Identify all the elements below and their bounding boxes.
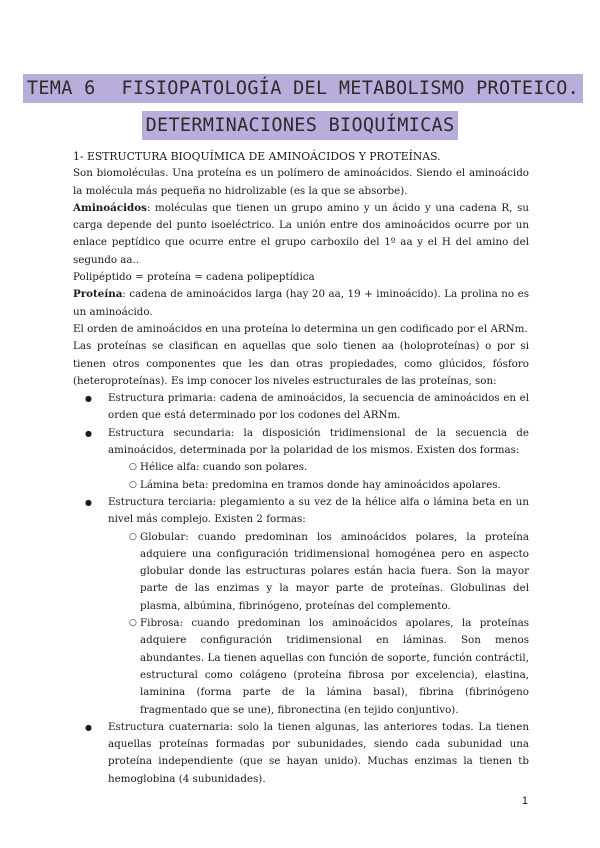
- aminoacidos-paragraph: [73, 200, 529, 269]
- section-heading: 1- ESTRUCTURA BIOQUÍMICA DE AMINOÁCIDOS Y PROTEÍNAS.: [73, 150, 441, 163]
- sublist-item-fibrosa: [73, 615, 529, 719]
- intro-paragraph: Son biomoléculas. Una proteína es un polímero de aminoácidos. Siendo el aminoácido la molécula más pequeña no hidrolizable (es la que se absorbe).: [73, 167, 529, 197]
- document-body: [73, 148, 529, 788]
- proteina-paragraph: [73, 286, 529, 321]
- list-item-secundaria: [73, 425, 529, 460]
- list-item-terciaria: [73, 494, 529, 529]
- document-title: [0, 74, 600, 140]
- cuaternaria-text: ● Estructura cuaternaria: solo la tienen algunas, las anteriores todas. La tienen aquellas proteínas formadas por subunidades, siendo cada subunidad una proteína independiente (que se hayan unido). Muchas enzimas la tienen tb hemoglobina (4 subunidades).: [108, 720, 529, 785]
- levels-list: [73, 390, 529, 788]
- sublist-item-lamina: [73, 477, 529, 494]
- orden-paragraph: El orden de aminoácidos en una proteína lo determina un gen codificado por el ARNm.: [73, 322, 528, 335]
- list-item-primaria: [73, 390, 529, 425]
- fibrosa-text: ○ Fibrosa: cuando predominan los aminoácidos apolares, la proteínas adquiere configuración tridimensional en láminas. Son menos abundantes. La tienen aquellas con función de soporte, función contráctil, estructural como colágeno (proteína fibrosa por excelencia), elastina, laminina (forma parte de la lámina basal), fibrina (fibrinógeno fragmentado que se une), fibronectina (en tejido conjuntivo).: [140, 617, 529, 716]
- polipeptido-line: Polipéptido = proteína = cadena polipeptídica: [73, 271, 315, 284]
- page-number: 1: [521, 795, 528, 807]
- proteina-text: : cadena de aminoácidos larga (hay 20 aa, 19 + iminoácido). La prolina no es un aminoácido.: [73, 288, 529, 318]
- aminoacidos-text: : moléculas que tienen un grupo amino y un ácido y una cadena R, su carga depende del punto isoeléctrico. La unión entre dos aminoácidos ocurre por un enlace peptídico que ocurre entre el grupo carboxilo del 1º aa y el H del amino del segundo aa..: [73, 201, 529, 266]
- tema-label: TEMA 6: [26, 78, 96, 99]
- primaria-text: ● Estructura primaria: cadena de aminoácidos, la secuencia de aminoácidos en el orden que está determinado por los codones del ARNm.: [108, 392, 529, 422]
- terciaria-text: ● Estructura terciaria: plegamiento a su vez de la hélice alfa o lámina beta en un nivel más complejo. Existen 2 formas:: [108, 495, 529, 526]
- clasificacion-paragraph: Las proteínas se clasifican en aquellas que solo tienen aa (holoproteínas) o por si tienen otros componentes que les dan otras propiedades, como glúcidos, fósforo (heteroproteínas). Es imp conocer los niveles estructurales de las proteínas, son:: [73, 340, 529, 387]
- title-line-2: DETERMINACIONES BIOQUÍMICAS: [142, 111, 459, 140]
- sublist-item-globular: [73, 529, 529, 615]
- title-text-1: FISIOPATOLOGÍA DEL METABOLISMO PROTEICO.: [121, 78, 580, 99]
- secundaria-text: ● Estructura secundaria: la disposición tridimensional de la secuencia de aminoácidos, determinada por la polaridad de los mismos. Existen dos formas:: [108, 426, 529, 457]
- aminoacidos-term: Aminoácidos: [73, 201, 147, 214]
- list-item-cuaternaria: [73, 719, 529, 788]
- proteina-term: Proteína: [73, 288, 123, 301]
- title-line-1: [23, 74, 583, 103]
- helice-text: ○ Hélice alfa: cuando son polares.: [140, 461, 308, 474]
- lamina-text: ○ Lámina beta: predomina en tramos donde hay aminoácidos apolares.: [140, 478, 501, 491]
- sublist-item-helice: [73, 459, 529, 476]
- globular-text: ○ Globular: cuando predominan los aminoácidos polares, la proteína adquiere una configuración tridimensional homogénea pero en aspecto globular donde las estructuras polares están hacia fuera. Son la mayor parte de las enzimas y la mayor parte de proteínas. Globulinas del plasma, albúmina, fibrinógeno, proteínas del complemento.: [140, 530, 529, 612]
